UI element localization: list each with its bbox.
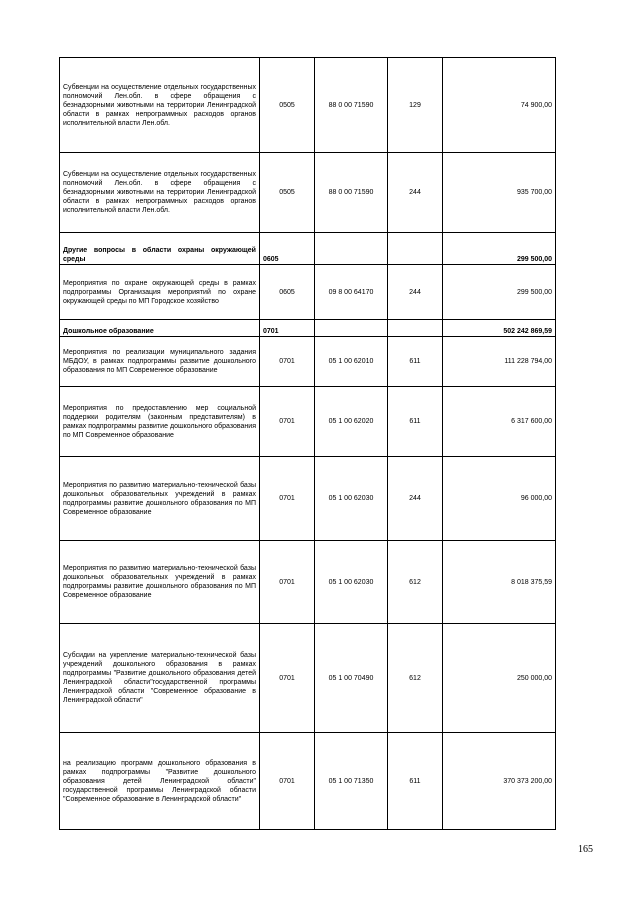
row-amount: 935 700,00 xyxy=(443,153,556,233)
row-amount: 299 500,00 xyxy=(443,265,556,320)
row-expense-type xyxy=(388,320,443,337)
row-amount: 370 373 200,00 xyxy=(443,733,556,830)
row-description: Мероприятия по развитию материально-технической базы дошкольных образовательных учреждений в рамках подпрограммы развитие дошкольного образования по МП Современное образование xyxy=(60,541,260,624)
row-amount: 8 018 375,59 xyxy=(443,541,556,624)
row-section-code: 0505 xyxy=(260,58,315,153)
row-description: Субвенции на осуществление отдельных государственных полномочий Лен.обл. в сфере обращения с безнадзорными животными на территории Ленинградской области в рамках непрограммных расходов органов исполнительной власти Лен.обл. xyxy=(60,58,260,153)
row-section-code: 0505 xyxy=(260,153,315,233)
row-section-code: 0701 xyxy=(260,733,315,830)
row-description: Дошкольное образование xyxy=(60,320,260,337)
row-target-code: 05 1 00 62010 xyxy=(315,337,388,387)
row-target-code: 05 1 00 62030 xyxy=(315,541,388,624)
row-target-code xyxy=(315,233,388,265)
row-expense-type xyxy=(388,233,443,265)
row-target-code xyxy=(315,320,388,337)
row-target-code: 05 1 00 70490 xyxy=(315,624,388,733)
row-description: Мероприятия по реализации муниципального задания МБДОУ, в рамках подпрограммы развитие дошкольного образования по МП Современное образование xyxy=(60,337,260,387)
row-section-code: 0701 xyxy=(260,541,315,624)
row-description: Мероприятия по предоставлению мер социальной поддержки родителям (законным представителям) в рамках подпрограммы развитие дошкольного образования по МП Современное образование xyxy=(60,387,260,457)
table-row xyxy=(60,337,556,387)
table-row xyxy=(60,387,556,457)
row-description: Мероприятия по развитию материально-технической базы дошкольных образовательных учреждений в рамках подпрограммы развитие дошкольного образования по МП Современное образование xyxy=(60,457,260,541)
row-amount: 96 000,00 xyxy=(443,457,556,541)
table-row xyxy=(60,233,556,265)
table-row xyxy=(60,541,556,624)
table-row xyxy=(60,58,556,153)
row-target-code: 88 0 00 71590 xyxy=(315,153,388,233)
row-description: Субвенции на осуществление отдельных государственных полномочий Лен.обл. в сфере обращения с безнадзорными животными на территории Ленинградской области в рамках непрограммных расходов органов исполнительной власти Лен.обл. xyxy=(60,153,260,233)
row-section-code: 0701 xyxy=(260,457,315,541)
row-section-code: 0605 xyxy=(260,233,315,265)
row-section-code: 0605 xyxy=(260,265,315,320)
row-section-code: 0701 xyxy=(260,320,315,337)
row-amount: 6 317 600,00 xyxy=(443,387,556,457)
page-number: 165 xyxy=(578,844,593,855)
table-row xyxy=(60,733,556,830)
row-section-code: 0701 xyxy=(260,337,315,387)
row-description: на реализацию программ дошкольного образования в рамках подпрограммы "Развитие дошкольного образования детей Ленинградской области" государственной программы Ленинградской области "Современное образование в Ленинградской области" xyxy=(60,733,260,830)
row-amount: 299 500,00 xyxy=(443,233,556,265)
row-expense-type: 612 xyxy=(388,624,443,733)
row-expense-type: 244 xyxy=(388,457,443,541)
row-expense-type: 244 xyxy=(388,265,443,320)
table-row xyxy=(60,624,556,733)
row-amount: 111 228 794,00 xyxy=(443,337,556,387)
budget-table xyxy=(59,57,556,830)
row-expense-type: 244 xyxy=(388,153,443,233)
row-target-code: 05 1 00 62020 xyxy=(315,387,388,457)
table-row xyxy=(60,320,556,337)
row-amount: 502 242 869,59 xyxy=(443,320,556,337)
row-expense-type: 611 xyxy=(388,733,443,830)
row-description: Другие вопросы в области охраны окружающей среды xyxy=(60,233,260,265)
table-row xyxy=(60,265,556,320)
row-target-code: 05 1 00 62030 xyxy=(315,457,388,541)
row-amount: 250 000,00 xyxy=(443,624,556,733)
row-amount: 74 900,00 xyxy=(443,58,556,153)
row-expense-type: 612 xyxy=(388,541,443,624)
row-section-code: 0701 xyxy=(260,387,315,457)
row-target-code: 88 0 00 71590 xyxy=(315,58,388,153)
table-row xyxy=(60,153,556,233)
row-expense-type: 611 xyxy=(388,337,443,387)
table-row xyxy=(60,457,556,541)
row-description: Субсидии на укрепление материально-технической базы учреждений дошкольного образования в рамках подпрограммы "Развитие дошкольного образования детей Ленинградской области"государственной программы Ленинградской области "Современное образование в Ленинградской области" xyxy=(60,624,260,733)
row-target-code: 05 1 00 71350 xyxy=(315,733,388,830)
row-description: Мероприятия по охране окружающей среды в рамках подпрограммы Организация мероприятий по охране окружающей среды по МП Городское хозяйство xyxy=(60,265,260,320)
row-expense-type: 611 xyxy=(388,387,443,457)
row-section-code: 0701 xyxy=(260,624,315,733)
row-expense-type: 129 xyxy=(388,58,443,153)
row-target-code: 09 8 00 64170 xyxy=(315,265,388,320)
